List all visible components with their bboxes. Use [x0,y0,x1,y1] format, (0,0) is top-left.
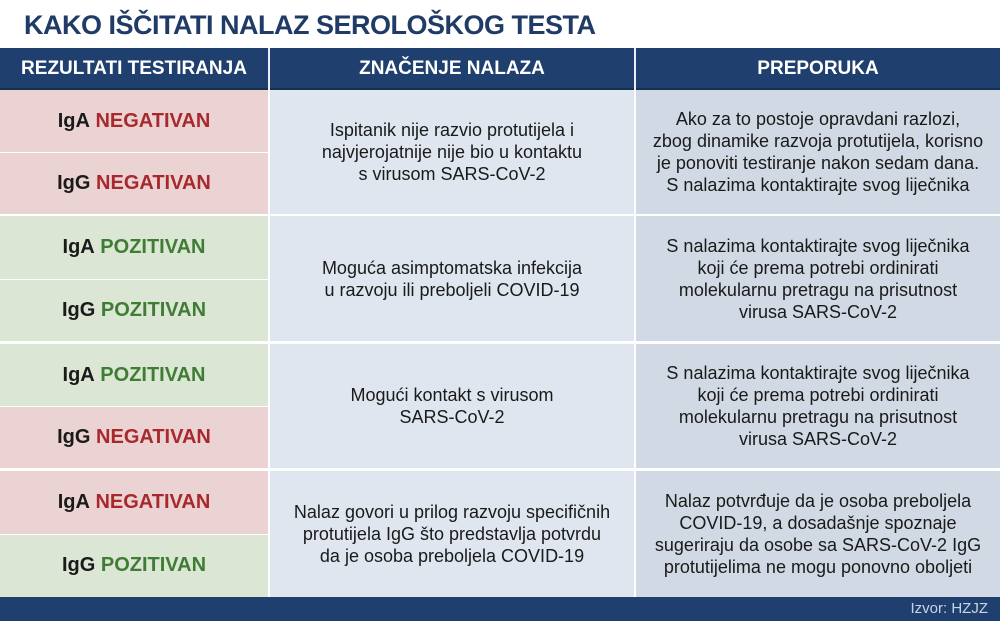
recommendation-line: Ako za to postoje opravdani razlozi, [675,109,961,129]
meaning-cell [270,344,634,468]
result-status: POZITIVAN [100,236,206,258]
result-cell [0,406,268,468]
antibody-type: IgG [57,171,91,194]
recommendation-line: S nalazima kontaktirajte svog liječnika [666,235,970,256]
recommendation-line: sugeriraju da osobe sa SARS-CoV-2 IgG [654,535,982,555]
antibody-type: IgA [57,109,90,132]
recommendation-line: Nalaz potvrđuje da je osoba preboljela [664,491,972,511]
result-status: NEGATIVAN [96,425,211,448]
result-divider [0,406,268,407]
recommendation-line: koji će prema potrebi ordinirati [697,257,939,278]
header-recommendation: PREPORUKA [636,48,1000,90]
recommendation-cell [636,471,1000,597]
result-divider [0,534,268,535]
antibody-type: IgA [62,236,95,258]
recommendation-line: S nalazima kontaktirajte svog liječnika [666,175,970,195]
meaning-line: da je osoba preboljela COVID-19 [319,546,585,566]
recommendation-line: je ponoviti testiranje nakon sedam dana. [656,153,980,173]
antibody-type: IgA [62,363,95,386]
recommendation-line: molekularnu pretragu na prisutnost [678,407,958,427]
result-status: POZITIVAN [100,363,206,386]
recommendation-line: virusa SARS-CoV-2 [738,301,898,322]
result-cell [0,216,268,279]
header-results: REZULTATI TESTIRANJA [0,48,268,90]
meaning-line: najvjerojatnije nije bio u kontaktu [321,142,583,162]
result-status: POZITIVAN [100,298,207,321]
result-cell [0,90,268,152]
result-cell [0,344,268,406]
meaning-line: Mogući kontakt s virusom [350,385,554,405]
recommendation-line: virusa SARS-CoV-2 [738,429,898,449]
result-status: NEGATIVAN [95,491,211,513]
result-divider [0,152,268,153]
meaning-line: Ispitanik nije razvio protutijela i [329,120,575,140]
antibody-type: IgG [57,425,91,448]
meaning-line: u razvoju ili preboljeli COVID-19 [324,279,580,300]
result-cell [0,279,268,341]
result-status: NEGATIVAN [95,109,211,132]
recommendation-line: S nalazima kontaktirajte svog liječnika [666,363,970,383]
meaning-line: SARS-CoV-2 [399,407,505,427]
result-cell [0,152,268,214]
result-status: NEGATIVAN [96,171,211,194]
meaning-line: s virusom SARS-CoV-2 [358,164,546,184]
result-divider [0,279,268,280]
recommendation-cell [636,216,1000,341]
recommendation-line: zbog dinamike razvoja protutijela, korisno [652,131,984,151]
result-cell [0,534,268,597]
meaning-line: Moguća asimptomatska infekcija [321,257,583,278]
meaning-cell [270,216,634,341]
meaning-line: Nalaz govori u prilog razvoju specifičnih [293,502,611,522]
recommendation-line: COVID-19, a dosadašnje spoznaje [679,513,957,533]
meaning-line: protutijela IgG što predstavlja potvrdu [302,524,602,544]
recommendation-cell [636,344,1000,468]
footer-bar [0,597,1000,621]
antibody-type: IgG [61,298,96,321]
recommendation-line: protutijelima ne mogu ponovno oboljeti [663,557,973,577]
result-status: POZITIVAN [100,554,207,576]
meaning-cell [270,471,634,597]
header-meaning: ZNAČENJE NALAZA [270,48,634,90]
antibody-type: IgA [57,491,90,513]
antibody-type: IgG [61,554,96,576]
recommendation-line: koji će prema potrebi ordinirati [697,385,939,405]
source-label: Izvor: HZJZ [910,600,988,617]
recommendation-line: molekularnu pretragu na prisutnost [678,279,958,300]
result-cell [0,471,268,534]
page-title: KAKO IŠČITATI NALAZ SEROLOŠKOG TESTA [24,10,596,40]
recommendation-cell [636,90,1000,214]
meaning-cell [270,90,634,214]
